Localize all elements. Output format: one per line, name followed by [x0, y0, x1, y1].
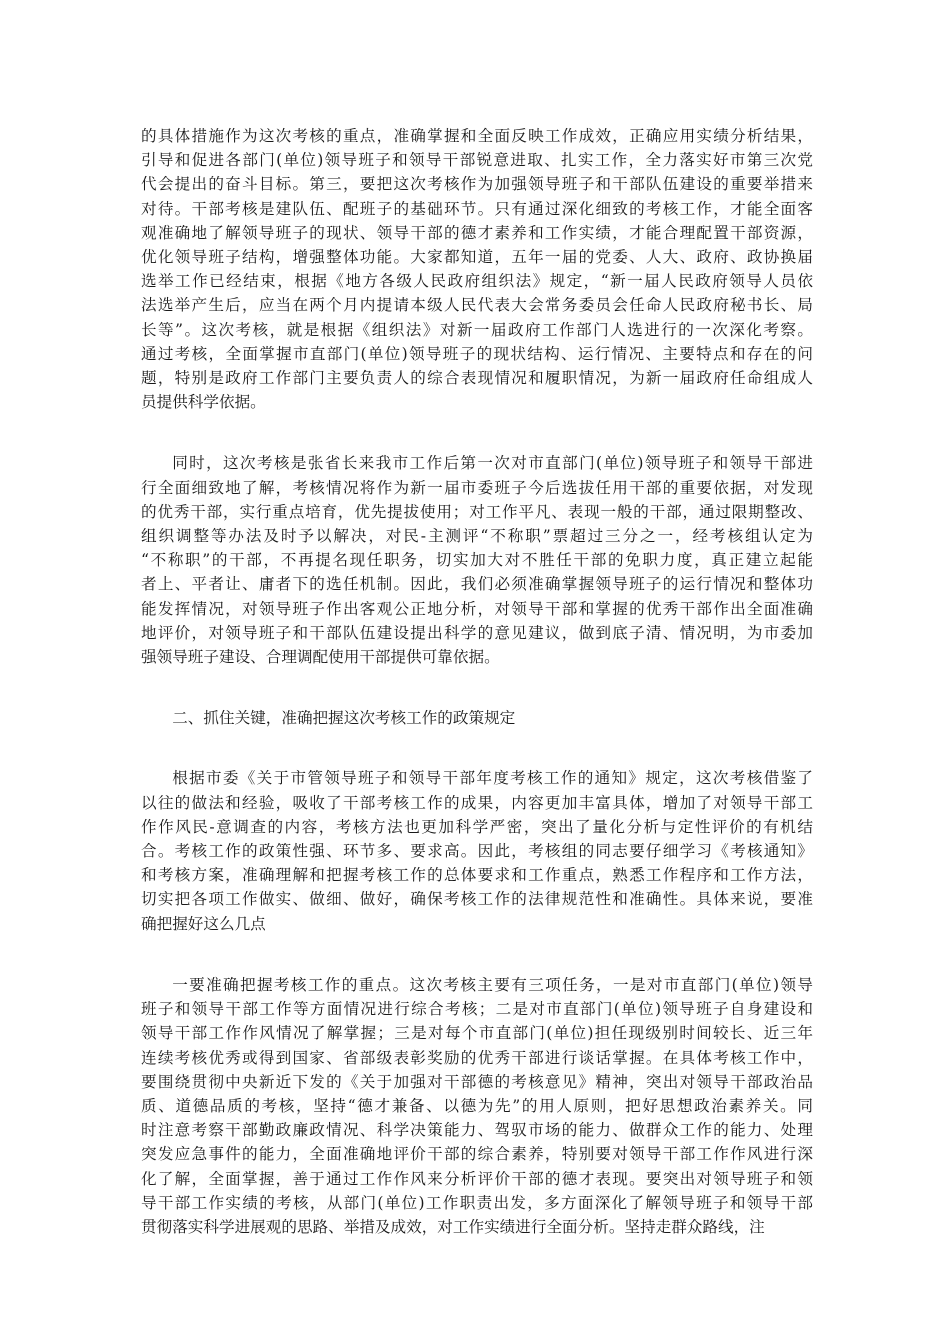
text-line: 班子和领导干部工作等方面情况进行综合考核；二是对市直部门(单位)领导班子自身建设和	[141, 1000, 813, 1019]
text-line: 一要准确把握考核工作的重点。这次考核主要有三项任务，一是对市直部门(单位)领导	[172, 975, 813, 994]
text-line: 突发应急事件的能力，全面准确地评价干部的综合素养，特别要对领导干部工作作风进行深	[141, 1145, 813, 1164]
text-line: 的优秀干部，实行重点培育，优先提拔使用；对工作平凡、表现一般的干部，通过限期整改、	[141, 502, 813, 521]
text-line: 题，特别是政府工作部门主要负责人的综合表现情况和履职情况，为新一届政府任命组成人	[141, 369, 813, 388]
text-line: 以往的做法和经验，吸收了干部考核工作的成果，内容更加丰富具体，增加了对领导干部工	[141, 793, 813, 812]
paragraph	[141, 766, 813, 935]
text-line: 行全面细致地了解，考核情况将作为新一届市委班子今后选拔任用干部的重要依据，对发现	[141, 478, 813, 497]
text-line: 能发挥情况，对领导班子作出客观公正地分析，对领导干部和掌握的优秀干部作出全面准确	[141, 599, 813, 618]
text-line: 强领导班子建设、合理调配使用干部提供可靠依据。	[141, 648, 500, 667]
text-line: 导干部工作实绩的考核，从部门(单位)工作职责出发，多方面深化了解领导班子和领导干部	[141, 1193, 813, 1212]
text-line: 的具体措施作为这次考核的重点，准确掌握和全面反映工作成效，正确应用实绩分析结果，	[141, 127, 813, 145]
text-line: 领导干部工作作风情况了解掌握；三是对每个市直部门(单位)担任现级别时间较长、近三年	[141, 1024, 813, 1043]
text-line: 优化领导班子结构，增强整体功能。大家都知道，五年一届的党委、人大、政府、政协换届	[141, 248, 813, 267]
text-line: 和考核方案，准确理解和把握考核工作的总体要求和工作重点，熟悉工作程序和工作方法，	[141, 866, 813, 885]
text-line: 观准确地了解领导班子的现状、领导干部的德才素养和工作实绩，才能合理配置干部资源，	[141, 223, 813, 242]
text-line: 二、抓住关键，准确把握这次考核工作的政策规定	[172, 709, 516, 728]
text-line: 贯彻落实科学进展观的思路、举措及成效，对工作实绩进行全面分析。坚持走群众路线，注	[141, 1217, 765, 1236]
text-line: 员提供科学依据。	[141, 393, 266, 412]
paragraph	[141, 451, 813, 669]
paragraph	[141, 973, 813, 1239]
text-line: 长等”。这次考核，就是根据《组织法》对新一届政府工作部门人选进行的一次深化考察。	[141, 320, 813, 339]
text-line: 对待。干部考核是建队伍、配班子的基础环节。只有通过深化细致的考核工作，才能全面客	[141, 199, 813, 218]
text-line: 切实把各项工作做实、做细、做好，确保考核工作的法律规范性和准确性。具体来说，要准	[141, 890, 813, 909]
text-line: 合。考核工作的政策性强、环节多、要求高。因此，考核组的同志要仔细学习《考核通知》	[141, 842, 813, 861]
text-line: 作作风民-意调查的内容，考核方法也更加科学严密，突出了量化分析与定性评价的有机结	[141, 817, 813, 836]
text-line: 代会提出的奋斗目标。第三，要把这次考核作为加强领导班子和干部队伍建设的重要举措来	[141, 175, 813, 194]
text-line: 时注意考察干部勤政廉政情况、科学决策能力、驾驭市场的能力、做群众工作的能力、处理	[141, 1121, 813, 1140]
text-line: “不称职”的干部，不再提名现任职务，切实加大对不胜任干部的免职力度，真正建立起能	[141, 551, 813, 570]
section-heading	[141, 706, 813, 730]
text-line: 组织调整等办法及时予以解决，对民-主测评“不称职”票超过三分之一，经考核组认定为	[141, 527, 813, 546]
text-line: 地评价，对领导班子和干部队伍建设提出科学的意见建议，做到底子清、情况明，为市委加	[141, 623, 813, 642]
text-line: 者上、平者让、庸者下的选任机制。因此，我们必须准确掌握领导班子的运行情况和整体功	[141, 575, 813, 594]
paragraph	[141, 124, 813, 414]
text-line: 引导和促进各部门(单位)领导班子和领导干部锐意进取、扎实工作，全力落实好市第三次党	[141, 151, 813, 170]
text-line: 同时，这次考核是张省长来我市工作后第一次对市直部门(单位)领导班子和领导干部进	[172, 454, 813, 473]
document-body	[141, 124, 813, 1276]
text-line: 通过考核，全面掌握市直部门(单位)领导班子的现状结构、运行情况、主要特点和存在的问	[141, 344, 813, 363]
text-line: 连续考核优秀或得到国家、省部级表彰奖励的优秀干部进行谈话掌握。在具体考核工作中，	[141, 1048, 813, 1067]
text-line: 要围绕贯彻中央新近下发的《关于加强对干部德的考核意见》精神，突出对领导干部政治品	[141, 1072, 813, 1091]
text-line: 质、道德品质的考核，坚持“德才兼备、以德为先”的用人原则，把好思想政治素养关。同	[141, 1096, 813, 1115]
text-line: 根据市委《关于市管领导班子和领导干部年度考核工作的通知》规定，这次考核借鉴了	[172, 769, 813, 788]
text-line: 选举工作已经结束，根据《地方各级人民政府组织法》规定，“新一届人民政府领导人员依	[141, 272, 813, 291]
text-line: 确把握好这么几点	[141, 914, 266, 933]
text-line: 法选举产生后，应当在两个月内提请本级人民代表大会常务委员会任命人民政府秘书长、局	[141, 296, 813, 315]
text-line: 化了解，全面掌握，善于通过工作作风来分析评价干部的德才表现。要突出对领导班子和领	[141, 1169, 813, 1188]
